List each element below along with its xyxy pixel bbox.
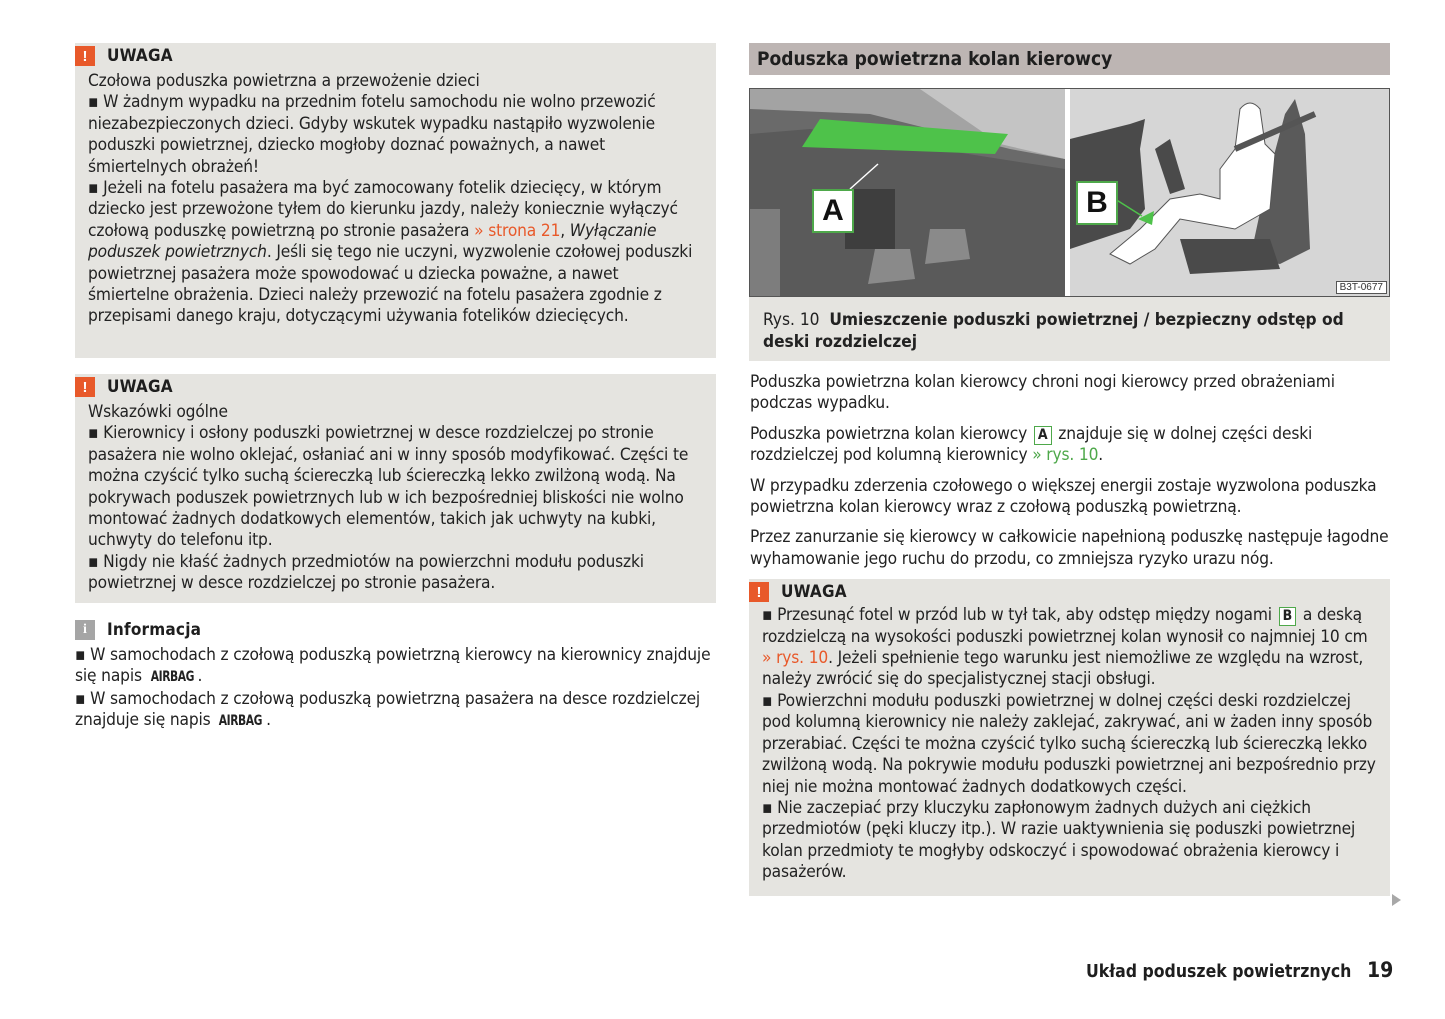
info-bullet [75, 645, 716, 689]
footer-chapter-title: Układ poduszek powietrznych [1086, 962, 1352, 982]
info-box [75, 619, 716, 733]
warning-title: UWAGA [107, 377, 173, 397]
airbag-label: AIRBAG [150, 669, 194, 686]
warning-header [75, 376, 702, 398]
paragraph: W przypadku zderzenia czołowego o większej energii zostaje wyzwolona poduszka powietrzna kolan kierowcy wraz z czołową poduszką powietrzną. [750, 475, 1377, 518]
text-span: ▪ Jeżeli na fotelu pasażera ma być zamocowany fotelik dziecięcy, w którym dziecko jest przewożone tyłem do kierunku jazdy, należy koniecznie wyłączyć czołową poduszkę powietrzną po stronie pasażera [88, 178, 678, 241]
text-span: ▪ W samochodach z czołową poduszką powietrzną pasażera na desce rozdzielczej znajduje się napis [75, 688, 701, 731]
next-page-arrow-icon[interactable] [1392, 894, 1401, 906]
callout-a: A [812, 189, 854, 233]
warning-title: UWAGA [107, 46, 173, 66]
exclamation-icon: ! [75, 46, 95, 66]
left-column [75, 43, 716, 733]
warning-text [88, 402, 702, 595]
text-span: . Jeśli się tego nie uczyni, wyzwolenie czołowej poduszki powietrznej pasażera może spowodować u dziecka poważne, a nawet śmiertelne obrażenia. Dzieci należy przewozić na fotelu pasażera zgodnie z przepisami danego kraju, dotyczącymi używania fotelików dziecięcych. [88, 242, 693, 327]
paragraph [750, 424, 1390, 467]
warning-bullet: ▪ W żadnym wypadku na przednim fotelu samochodu nie wolno przewozić niezabezpieczonych dzieci. Gdyby wskutek wypadku nastąpiło wyzwolenie poduszki powietrznej, dziecko mogłoby doznać poważnych, a nawet śmiertelnych obrażeń! [88, 92, 656, 177]
exclamation-icon: ! [75, 377, 95, 397]
warning-bullet: ▪ Powierzchni modułu poduszki powietrznej w dolnej części deski rozdzielczej pod kolumną kierownicy nie należy zaklejać, zakrywać, ani w żaden inny sposób przerabiać. Części te można czyścić tylko suchą ściereczką lub ściereczką lekko zwilżoną wodą. Na pokrywie modułu poduszki powietrznej ani bezpośrednio przy niej nie można montować żadnych dodatkowych części. [762, 690, 1376, 797]
text-span: Poduszka powietrzna kolan kierowcy [750, 423, 1032, 444]
info-header [75, 619, 716, 641]
section-title: Poduszka powietrzna kolan kierowcy [749, 43, 1390, 75]
text-span: , [560, 220, 570, 241]
exclamation-icon: ! [749, 582, 769, 602]
body-text [749, 372, 1390, 570]
dashboard-drawing [750, 89, 1065, 296]
figure-link[interactable]: » rys. 10 [762, 648, 829, 669]
warning-bullet [762, 605, 1376, 691]
text-span: . Jeżeli spełnienie tego warunku jest niemożliwe ze względu na wzrost, należy zwrócić się do specjalistycznej stacji obsługi. [762, 648, 1364, 690]
info-title: Informacja [107, 620, 202, 640]
warning-bullet: ▪ Kierownicy i osłony poduszki powietrznej w desce rozdzielczej po stronie pasażera nie wolno oklejać, osłaniać ani w inny sposób modyfikować. Części te można czyścić tylko suchą ściereczką lub ściereczką lekko zwilżoną wodą. Na pokrywach poduszek powietrznych lub w ich bezpośredniej bliskości nie wolno montować żadnych dodatkowych elementów, takich jak uchwyty na kubki, uchwyty do telefonu itp. [88, 423, 689, 551]
figure-dashboard-illustration [750, 89, 1065, 296]
text-span: ▪ W samochodach z czołową poduszką powietrzną kierowcy na kierownicy znajduje się napis [75, 645, 711, 687]
warning-box-knee-airbag [749, 579, 1390, 895]
warning-header [749, 581, 1376, 603]
info-text [75, 645, 716, 733]
text-span: znajduje się w dolnej części deski rozdzielczej pod kolumną kierownicy [750, 423, 1313, 466]
warning-header [75, 45, 702, 67]
warning-bullet [88, 178, 702, 328]
marker-b: B [1279, 607, 1296, 626]
warning-subtitle: Czołowa poduszka powietrzna a przewożenie dzieci [88, 71, 480, 91]
figure-caption [749, 297, 1390, 361]
right-column [749, 43, 1390, 896]
figure-driver-illustration [1070, 89, 1389, 296]
text-span: ▪ Przesunąć fotel w przód lub w tył tak, aby odstęp między nogami [762, 605, 1277, 626]
info-icon: i [75, 620, 95, 640]
paragraph: Poduszka powietrzna kolan kierowcy chroni nogi kierowcy przed obrażeniami podczas wypadku. [750, 372, 1335, 414]
warning-text [88, 71, 702, 328]
page-link[interactable]: » strona 21 [474, 220, 561, 241]
text-span: . [197, 666, 203, 687]
figure-10 [749, 88, 1390, 297]
marker-a: A [1034, 426, 1052, 445]
figure-caption-text: Umieszczenie poduszki powietrznej / bezpieczny odstęp od deski rozdzielczej [763, 310, 1344, 352]
page-number: 19 [1367, 958, 1394, 982]
warning-subtitle: Wskazówki ogólne [88, 402, 228, 422]
figure-code: B3T-0677 [1336, 281, 1387, 294]
text-span: . [1098, 445, 1104, 466]
section-reference: Wyłączanie poduszek powietrznych [88, 220, 657, 263]
figure-link[interactable]: » rys. 10 [1032, 445, 1099, 466]
text-span: . [266, 710, 271, 731]
warning-box-child-transport [75, 43, 716, 358]
paragraph: Przez zanurzanie się kierowcy w całkowicie napełnioną poduszkę następuje łagodne wyhamowanie jego ruchu do przodu, co zmniejsza ryzyko urazu nóg. [750, 527, 1389, 569]
warning-text [762, 605, 1376, 883]
text-span: a deską rozdzielczą na wysokości poduszki powietrznej kolan wynosił co najmniej 10 cm [762, 605, 1368, 647]
airbag-label: AIRBAG [219, 713, 263, 730]
info-bullet [75, 689, 716, 733]
warning-box-general [75, 374, 716, 603]
warning-bullet: ▪ Nigdy nie kłaść żadnych przedmiotów na powierzchni modułu poduszki powietrznej w desce rozdzielczej po stronie pasażera. [88, 551, 644, 594]
callout-b: B [1076, 181, 1118, 225]
figure-label: Rys. 10 [763, 310, 820, 330]
warning-bullet: ▪ Nie zaczepiać przy kluczyku zapłonowym żadnych dużych ani ciężkich przedmiotów (pęki kluczy itp.). W razie uaktywnienia się poduszki powietrznej kolan przedmioty te mogłyby odskoczyć i spowodować obrażenia kierowcy i pasażerów. [762, 797, 1356, 883]
warning-title: UWAGA [781, 582, 847, 603]
